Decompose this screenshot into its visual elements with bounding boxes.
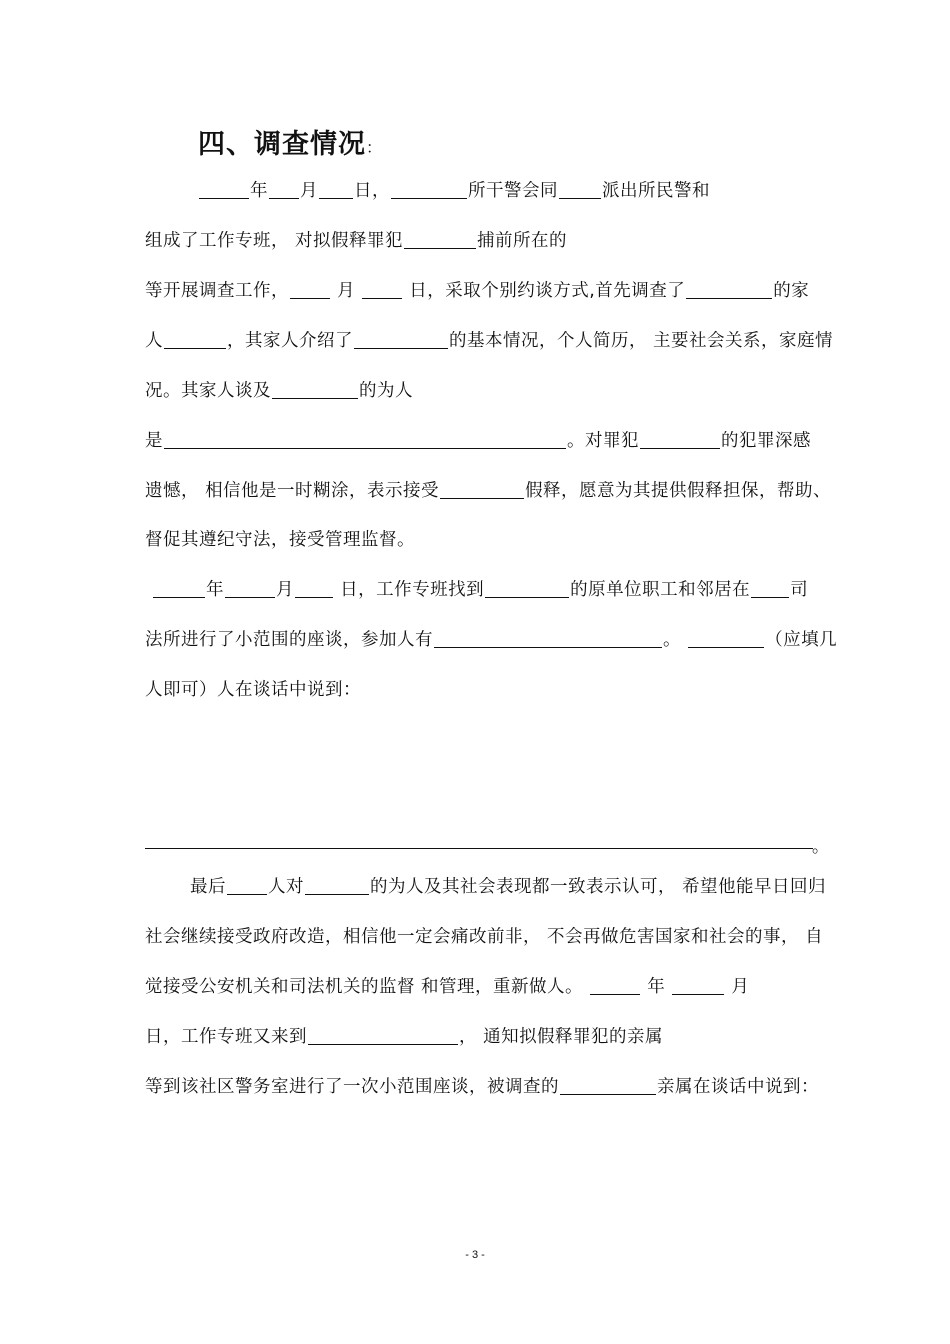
- blank-field[interactable]: [225, 579, 275, 598]
- long-blank-field[interactable]: [145, 848, 813, 849]
- paragraph-line: 组成了工作专班， 对拟假释罪犯 捕前所在的: [145, 231, 568, 251]
- paragraph-line: 最后 人对 的为人及其社会表现都一致表示认可， 希望他能早日回归: [190, 877, 827, 897]
- blank-field[interactable]: [560, 1076, 656, 1095]
- paragraph-line: 日，工作专班又来到 ， 通知拟假释罪犯的亲属: [145, 1027, 664, 1047]
- blank-field[interactable]: [485, 579, 569, 598]
- blank-field[interactable]: [362, 280, 402, 299]
- blank-field[interactable]: [295, 579, 333, 598]
- section-title-colon: ：: [366, 138, 384, 157]
- blank-field[interactable]: [164, 430, 566, 449]
- blank-field[interactable]: [319, 180, 353, 199]
- blank-field[interactable]: [590, 976, 640, 995]
- paragraph-line: 督促其遵纪守法，接受管理监督。: [145, 530, 415, 550]
- page-number: - 3 -: [465, 1249, 485, 1261]
- blank-field[interactable]: [153, 579, 205, 598]
- paragraph-line: 遗憾， 相信他是一时糊涂，表示接受 假释，愿意为其提供假释担保，帮助、: [145, 481, 832, 501]
- paragraph-line: 人即可）人在谈话中说到：: [145, 680, 361, 700]
- paragraph-line: 法所进行了小范围的座谈，参加人有 。 （应填几: [145, 630, 838, 650]
- blank-field[interactable]: [688, 629, 764, 648]
- blank-field[interactable]: [751, 579, 789, 598]
- blank-field[interactable]: [391, 180, 467, 199]
- blank-field[interactable]: [640, 430, 720, 449]
- blank-field[interactable]: [290, 280, 330, 299]
- blank-field[interactable]: [308, 1026, 458, 1045]
- blank-field[interactable]: [199, 180, 249, 199]
- blank-field[interactable]: [354, 330, 448, 349]
- blank-field[interactable]: [305, 876, 369, 895]
- paragraph-line: 况。其家人谈及 的为人: [145, 381, 413, 401]
- paragraph-line: 社会继续接受政府改造，相信他一定会痛改前非， 不会再做危害国家和社会的事， 自: [145, 927, 824, 947]
- paragraph-line: 人 ，其家人介绍了 的基本情况，个人简历， 主要社会关系，家庭情: [145, 331, 834, 351]
- section-title: 四、调查情况: [198, 129, 366, 160]
- blank-field[interactable]: [559, 180, 601, 199]
- blank-field[interactable]: [686, 280, 772, 299]
- paragraph-line: 年 月 日，工作专班找到 的原单位职工和邻居在 司: [152, 578, 808, 602]
- paragraph-line: 是 。对罪犯 的犯罪深感: [145, 431, 811, 451]
- blank-field[interactable]: [404, 230, 476, 249]
- blank-field[interactable]: [440, 480, 524, 499]
- blank-field[interactable]: [434, 629, 662, 648]
- blank-field[interactable]: [227, 876, 267, 895]
- paragraph-line: 觉接受公安机关和司法机关的监督 和管理，重新做人。 年 月: [145, 977, 750, 997]
- blank-field[interactable]: [269, 180, 299, 199]
- blank-field[interactable]: [164, 330, 226, 349]
- rule-end-punctuation: 。: [812, 837, 829, 857]
- paragraph-line: 等到该社区警务室进行了一次小范围座谈，被调查的 亲属在谈话中说到：: [145, 1077, 819, 1097]
- paragraph-line: 等开展调查工作， 月 日，采取个别约谈方式,首先调查了 的家: [145, 281, 810, 301]
- blank-field[interactable]: [672, 976, 724, 995]
- section-heading: [198, 122, 383, 161]
- blank-field[interactable]: [272, 380, 358, 399]
- paragraph-line: 年 月 日， 所干警会同 派出所民警和: [198, 179, 710, 203]
